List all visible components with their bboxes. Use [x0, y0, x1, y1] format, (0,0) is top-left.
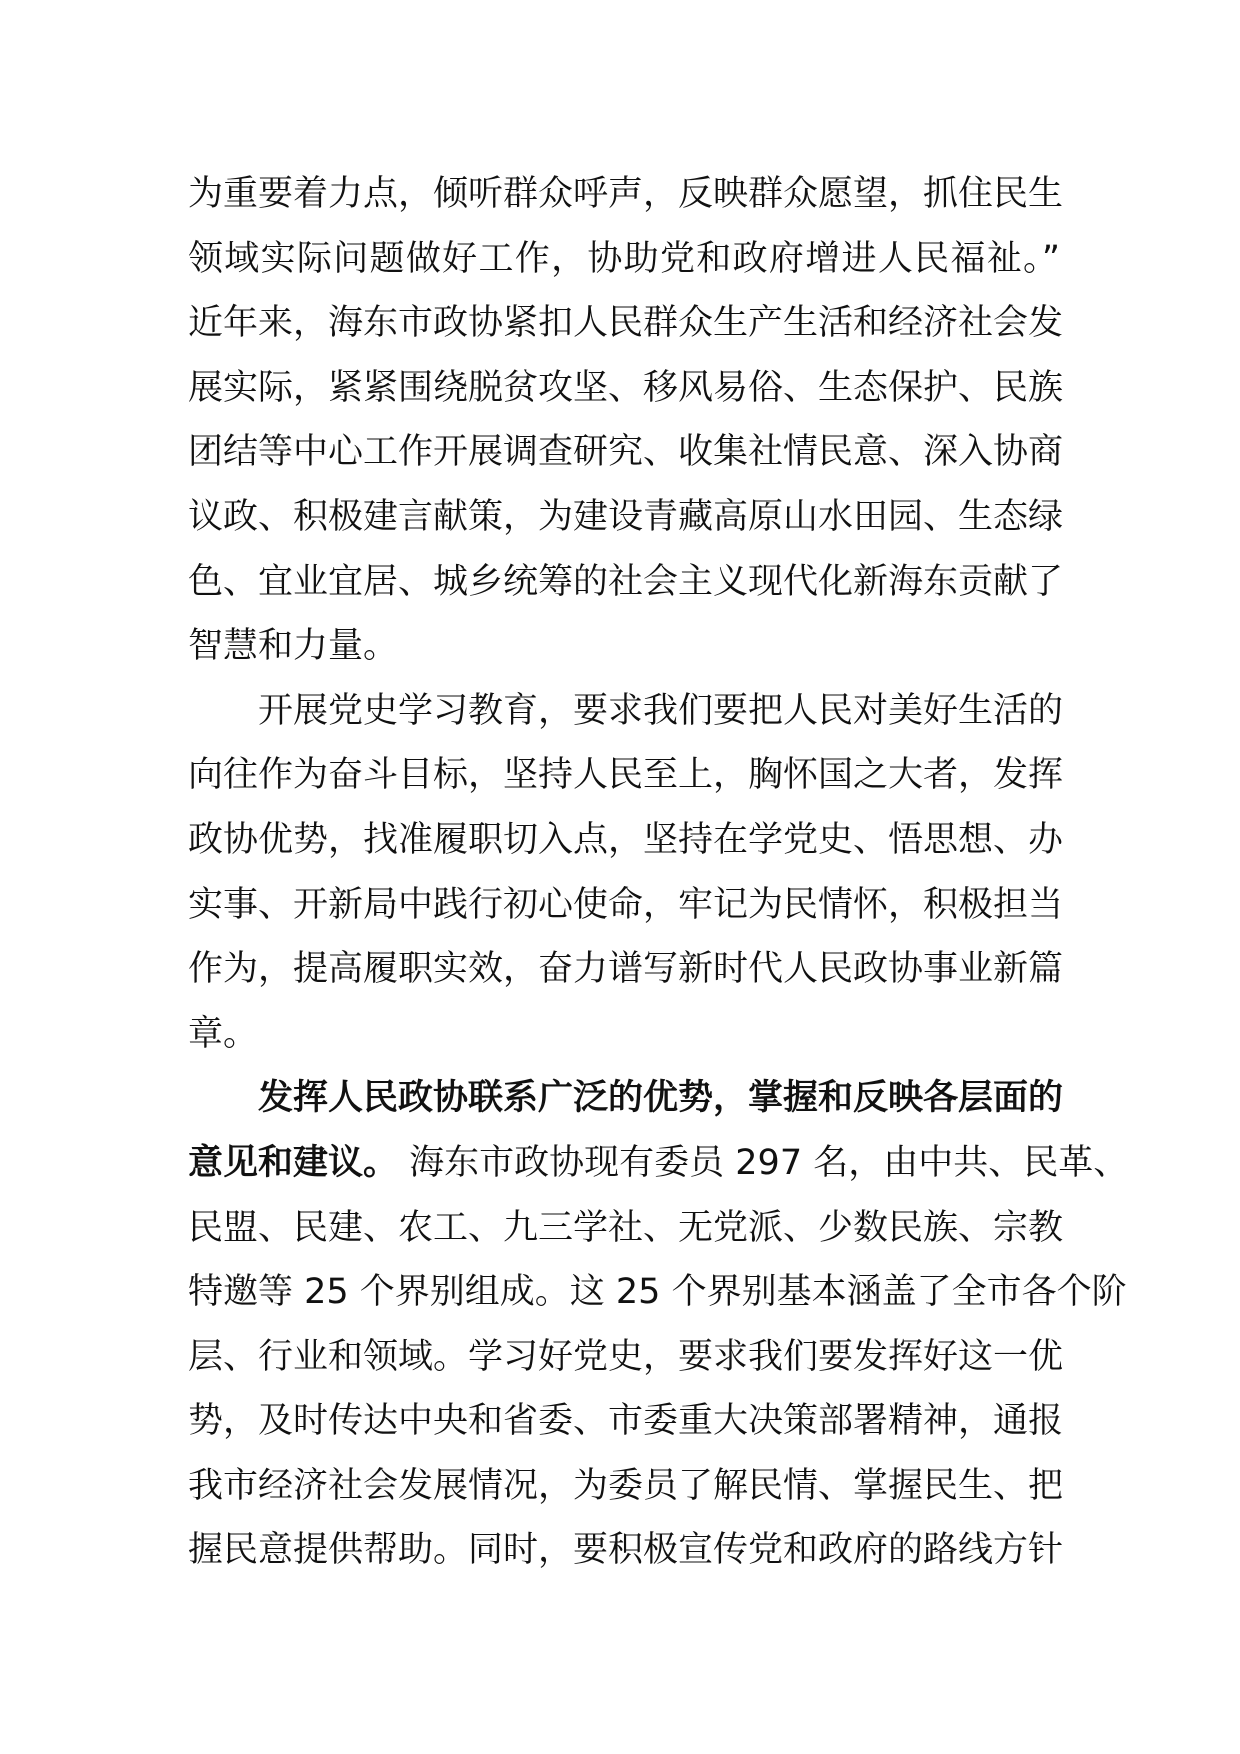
paragraph-line-mixed	[188, 1131, 1129, 1196]
paragraph-line: 色、宜业宜居、城乡统筹的社会主义现代化新海东贡献了	[188, 561, 1064, 602]
paragraph-line: 章。	[188, 1013, 259, 1054]
paragraph-2	[188, 679, 1064, 1067]
paragraph-line: 势，及时传达中央和省委、市委重大决策部署精神，通报	[188, 1401, 1064, 1442]
paragraph-line: 民盟、民建、农工、九三学社、无党派、少数民族、宗教	[188, 1207, 1064, 1248]
paragraph-line: 团结等中心工作开展调查研究、收集社情民意、深入协商	[188, 432, 1064, 473]
paragraph-line: 议政、积极建言献策，为建设青藏高原山水田园、生态绿	[188, 496, 1064, 537]
paragraph-line: 领域实际问题做好工作，协助党和政府增进人民福祉。”	[188, 238, 1060, 279]
paragraph-line: 开展党史学习教育，要求我们要把人民对美好生活的	[258, 690, 1064, 731]
paragraph-line: 为重要着力点，倾听群众呼声，反映群众愿望，抓住民生	[188, 174, 1064, 214]
paragraph-line: 展实际，紧紧围绕脱贫攻坚、移风易俗、生态保护、民族	[188, 367, 1064, 408]
paragraph-1	[188, 162, 1064, 679]
paragraph-line: 作为，提高履职实效，奋力谱写新时代人民政协事业新篇	[188, 949, 1064, 990]
document-body	[188, 162, 1129, 1583]
paragraph-line: 我市经济社会发展情况，为委员了解民情、掌握民生、把	[188, 1465, 1064, 1506]
paragraph-line: 层、行业和领域。学习好党史，要求我们要发挥好这一优	[188, 1336, 1064, 1377]
paragraph-text: 海东市政协现有委员 297 名，由中共、民革、	[409, 1142, 1129, 1183]
section-heading: 发挥人民政协联系广泛的优势，掌握和反映各层面的	[258, 1078, 1064, 1119]
section-heading-end: 意见和建议。	[188, 1142, 399, 1183]
paragraph-3	[188, 1066, 1129, 1583]
paragraph-line: 实事、开新局中践行初心使命，牢记为民情怀，积极担当	[188, 884, 1064, 925]
paragraph-line: 向往作为奋斗目标，坚持人民至上，胸怀国之大者，发挥	[188, 755, 1064, 796]
paragraph-line: 政协优势，找准履职切入点，坚持在学党史、悟思想、办	[188, 819, 1064, 860]
paragraph-line: 近年来，海东市政协紧扣人民群众生产生活和经济社会发	[188, 303, 1064, 344]
paragraph-line: 握民意提供帮助。同时，要积极宣传党和政府的路线方针	[188, 1530, 1064, 1571]
paragraph-line: 智慧和力量。	[188, 626, 399, 667]
paragraph-line: 特邀等 25 个界别组成。这 25 个界别基本涵盖了全市各个阶	[188, 1272, 1127, 1313]
